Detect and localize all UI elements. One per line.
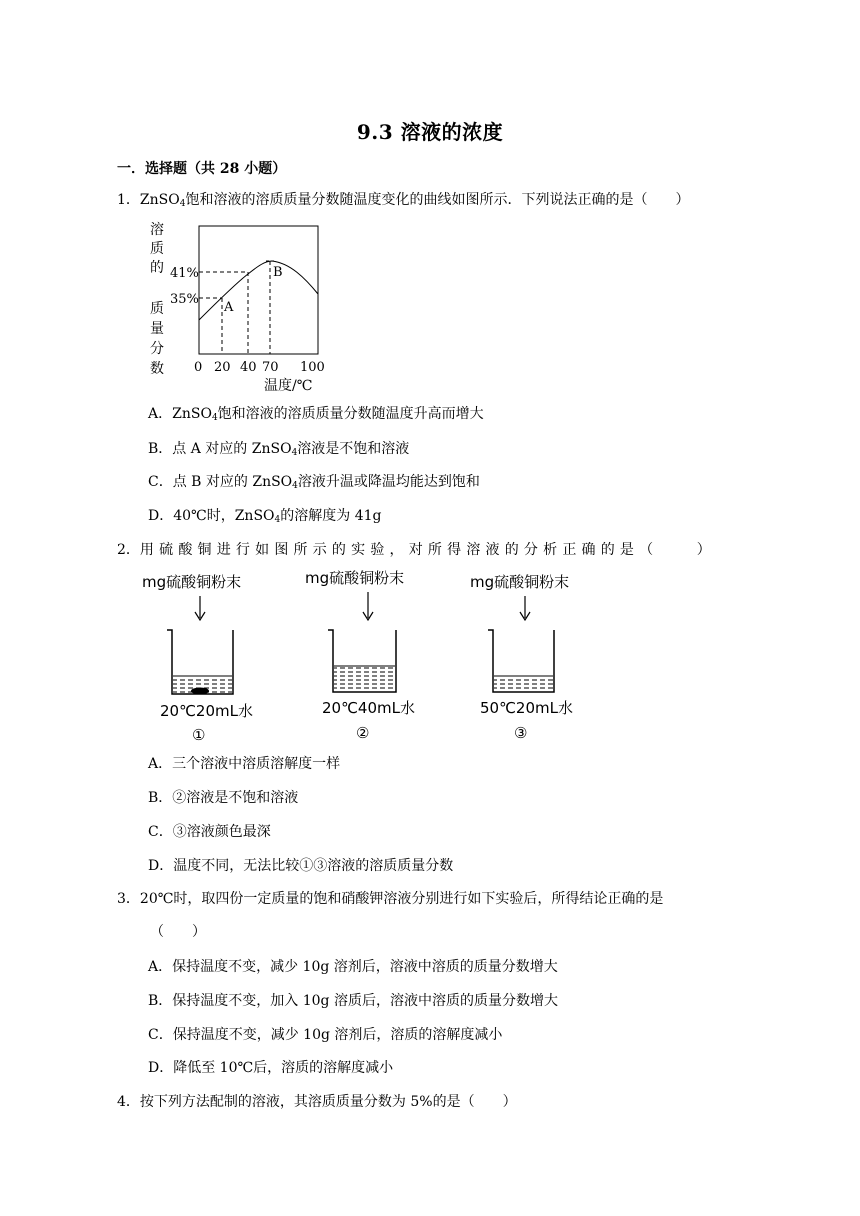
beaker-number: ③ bbox=[514, 724, 528, 742]
powder-label: mg硫酸铜粉末 bbox=[470, 573, 570, 591]
condition-label: 20℃20mL水 bbox=[160, 702, 253, 720]
question-1-option-a: A．ZnSO$_4$饱和溶液的溶质质量分数随温度升高而增大 bbox=[148, 406, 484, 423]
beaker-2 bbox=[305, 569, 415, 742]
question-number: 1． bbox=[117, 192, 140, 208]
beaker-1 bbox=[142, 573, 253, 744]
copper-sulfate-experiment-figure bbox=[140, 566, 580, 748]
beaker-3 bbox=[470, 573, 573, 742]
solubility-curve bbox=[199, 261, 318, 320]
solubility-chart bbox=[140, 216, 340, 396]
plot-frame bbox=[199, 226, 318, 354]
y-axis-label-char: 数 bbox=[150, 361, 164, 377]
y-axis-label-char: 溶 bbox=[150, 222, 164, 238]
y-axis-label-char: 量 bbox=[150, 321, 164, 337]
question-2-option-b: B．②溶液是不饱和溶液 bbox=[148, 790, 299, 806]
beaker-number: ② bbox=[356, 724, 370, 742]
x-tick-label: 100 bbox=[300, 360, 325, 375]
condition-label: 50℃20mL水 bbox=[480, 699, 573, 717]
question-number: 2． bbox=[117, 542, 140, 558]
y-axis-label-char: 质 bbox=[150, 301, 164, 317]
condition-label: 20℃40mL水 bbox=[322, 699, 415, 717]
y-axis-label-char: 分 bbox=[150, 341, 164, 357]
section-heading: 一．选择题（共 28 小题） bbox=[117, 161, 287, 177]
point-b-label: B bbox=[273, 265, 283, 280]
question-2-stem: 2．用硫酸铜进行如图所示的实验，对所得溶液的分析正确的是（ ） bbox=[117, 542, 716, 558]
point-a-label: A bbox=[224, 300, 234, 315]
question-2-option-a: A．三个溶液中溶质溶解度一样 bbox=[148, 756, 341, 772]
x-tick-label: 70 bbox=[262, 360, 279, 375]
question-1-stem: 1．ZnSO$_4$饱和溶液的溶质质量分数随温度变化的曲线如图所示．下列说法正确的是（ ） bbox=[117, 192, 690, 209]
question-3-option-d: D．降低至 10℃后，溶质的溶解度减小 bbox=[148, 1060, 394, 1076]
y-tick-label: 41% bbox=[170, 266, 199, 281]
x-tick-label: 20 bbox=[214, 360, 231, 375]
powder-label: mg硫酸铜粉末 bbox=[142, 573, 242, 591]
powder-label: mg硫酸铜粉末 bbox=[305, 569, 405, 587]
question-2-option-d: D．温度不同，无法比较①③溶液的溶质质量分数 bbox=[148, 858, 454, 874]
question-3-option-a: A．保持温度不变，减少 10g 溶剂后，溶液中溶质的质量分数增大 bbox=[148, 959, 558, 975]
y-axis-label-char: 的 bbox=[150, 260, 164, 276]
undissolved-solid bbox=[191, 688, 209, 695]
y-tick-label: 35% bbox=[170, 292, 199, 307]
x-axis-label: 温度/℃ bbox=[264, 378, 313, 394]
question-number: 4． bbox=[117, 1094, 140, 1110]
question-3-answer-bracket: （ ） bbox=[150, 924, 206, 940]
question-3-option-c: C．保持温度不变，减少 10g 溶剂后，溶质的溶解度减小 bbox=[148, 1027, 503, 1043]
x-tick-label: 0 bbox=[194, 360, 203, 375]
page-title: 9.3 溶液的浓度 bbox=[356, 120, 504, 144]
question-number: 3． bbox=[117, 891, 140, 907]
question-2-option-c: C．③溶液颜色最深 bbox=[148, 824, 271, 840]
question-3-stem: 3．20℃时，取四份一定质量的饱和硝酸钾溶液分别进行如下实验后，所得结论正确的是 bbox=[117, 891, 664, 907]
question-1-option-b: B．点 A 对应的 ZnSO$_4$溶液是不饱和溶液 bbox=[148, 441, 410, 458]
x-tick-label: 40 bbox=[240, 360, 257, 375]
question-4-stem: 4．按下列方法配制的溶液，其溶质质量分数为 5%的是（ ） bbox=[117, 1094, 517, 1110]
beaker-number: ① bbox=[192, 726, 206, 744]
question-1-option-d: D．40℃时，ZnSO$_4$的溶解度为 41g bbox=[148, 508, 382, 525]
question-1-option-c: C．点 B 对应的 ZnSO$_4$溶液升温或降温均能达到饱和 bbox=[148, 474, 480, 491]
question-3-option-b: B．保持温度不变，加入 10g 溶质后，溶液中溶质的质量分数增大 bbox=[148, 993, 558, 1009]
y-axis-label-char: 质 bbox=[150, 241, 164, 257]
